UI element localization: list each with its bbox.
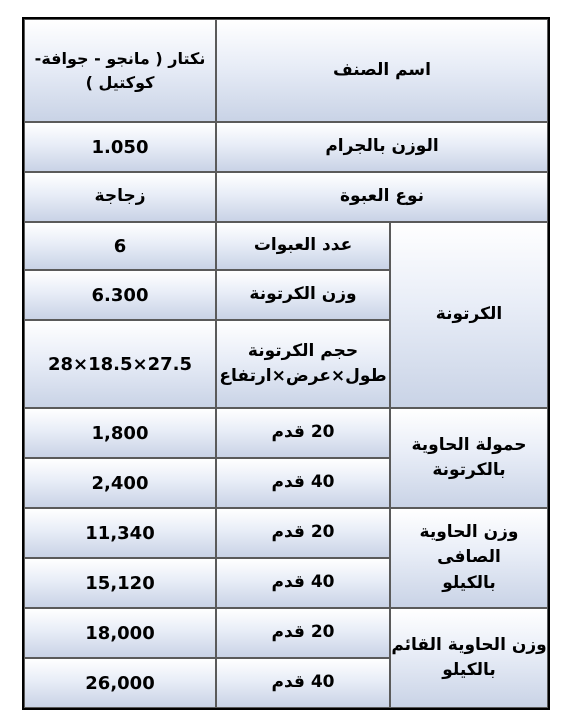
carton-weight-label-text: وزن الكرتونة [249,284,357,305]
container-gross-group-label [390,608,548,708]
container-capacity-40ft-label-text: 40 قدم [271,472,335,493]
container-gross-20ft-value-text: 18,000 [85,622,155,644]
carton-group-label-text: الكرتونة [435,304,503,325]
container-capacity-20ft-value [24,408,216,458]
item-name-value [24,19,216,122]
container-net-20ft-value-text: 11,340 [85,522,155,544]
container-capacity-group-label-text: حمولة الحاوية بالكرتونة [411,434,527,480]
package-type-value-text: زجاجة [94,186,146,207]
container-gross-20ft-label-text: 20 قدم [271,622,335,643]
product-spec-table [22,17,550,710]
weight-value-text: 1.050 [91,136,149,158]
weight-value [24,122,216,172]
container-net-20ft-label [216,508,390,558]
item-name-label-text: اسم الصنف [333,59,431,80]
container-capacity-20ft-label [216,408,390,458]
container-gross-40ft-value [24,658,216,708]
container-net-group-label [390,508,548,608]
container-capacity-20ft-value-text: 1,800 [91,422,149,444]
container-capacity-40ft-value-text: 2,400 [91,472,149,494]
carton-count-value [24,222,216,270]
weight-label-text: الوزن بالجرام [325,136,439,157]
weight-label [216,122,548,172]
container-gross-group-label-text: وزن الحاوية القائم بالكيلو [391,634,547,680]
container-gross-20ft-value [24,608,216,658]
container-gross-40ft-label [216,658,390,708]
package-type-label [216,172,548,222]
container-gross-40ft-value-text: 26,000 [85,672,155,694]
container-net-40ft-label-text: 40 قدم [271,572,335,593]
carton-volume-value [24,320,216,408]
carton-count-value-text: 6 [113,235,127,257]
item-name-label [216,19,548,122]
container-net-20ft-value [24,508,216,558]
container-net-40ft-value [24,558,216,608]
carton-group-label [390,222,548,408]
carton-volume-label-text: حجم الكرتونة طول×عرض×ارتفاع [219,340,387,386]
carton-count-label [216,222,390,270]
container-net-20ft-label-text: 20 قدم [271,522,335,543]
container-capacity-40ft-label [216,458,390,508]
carton-weight-value [24,270,216,320]
carton-weight-label [216,270,390,320]
container-capacity-40ft-value [24,458,216,508]
carton-volume-value-text: 28×18.5×27.5 [47,353,193,375]
carton-count-label-text: عدد العبوات [253,235,353,256]
container-capacity-20ft-label-text: 20 قدم [271,422,335,443]
package-type-value [24,172,216,222]
item-name-value-text: نكتار ( مانجو - جوافة- كوكتيل ) [34,48,206,92]
package-type-label-text: نوع العبوة [340,186,425,207]
carton-volume-label [216,320,390,408]
container-gross-40ft-label-text: 40 قدم [271,672,335,693]
container-net-40ft-value-text: 15,120 [85,572,155,594]
container-capacity-group-label [390,408,548,508]
container-gross-20ft-label [216,608,390,658]
container-net-40ft-label [216,558,390,608]
carton-weight-value-text: 6.300 [91,284,149,306]
container-net-group-label-text: وزن الحاوية الصافى بالكيلو [419,521,519,593]
